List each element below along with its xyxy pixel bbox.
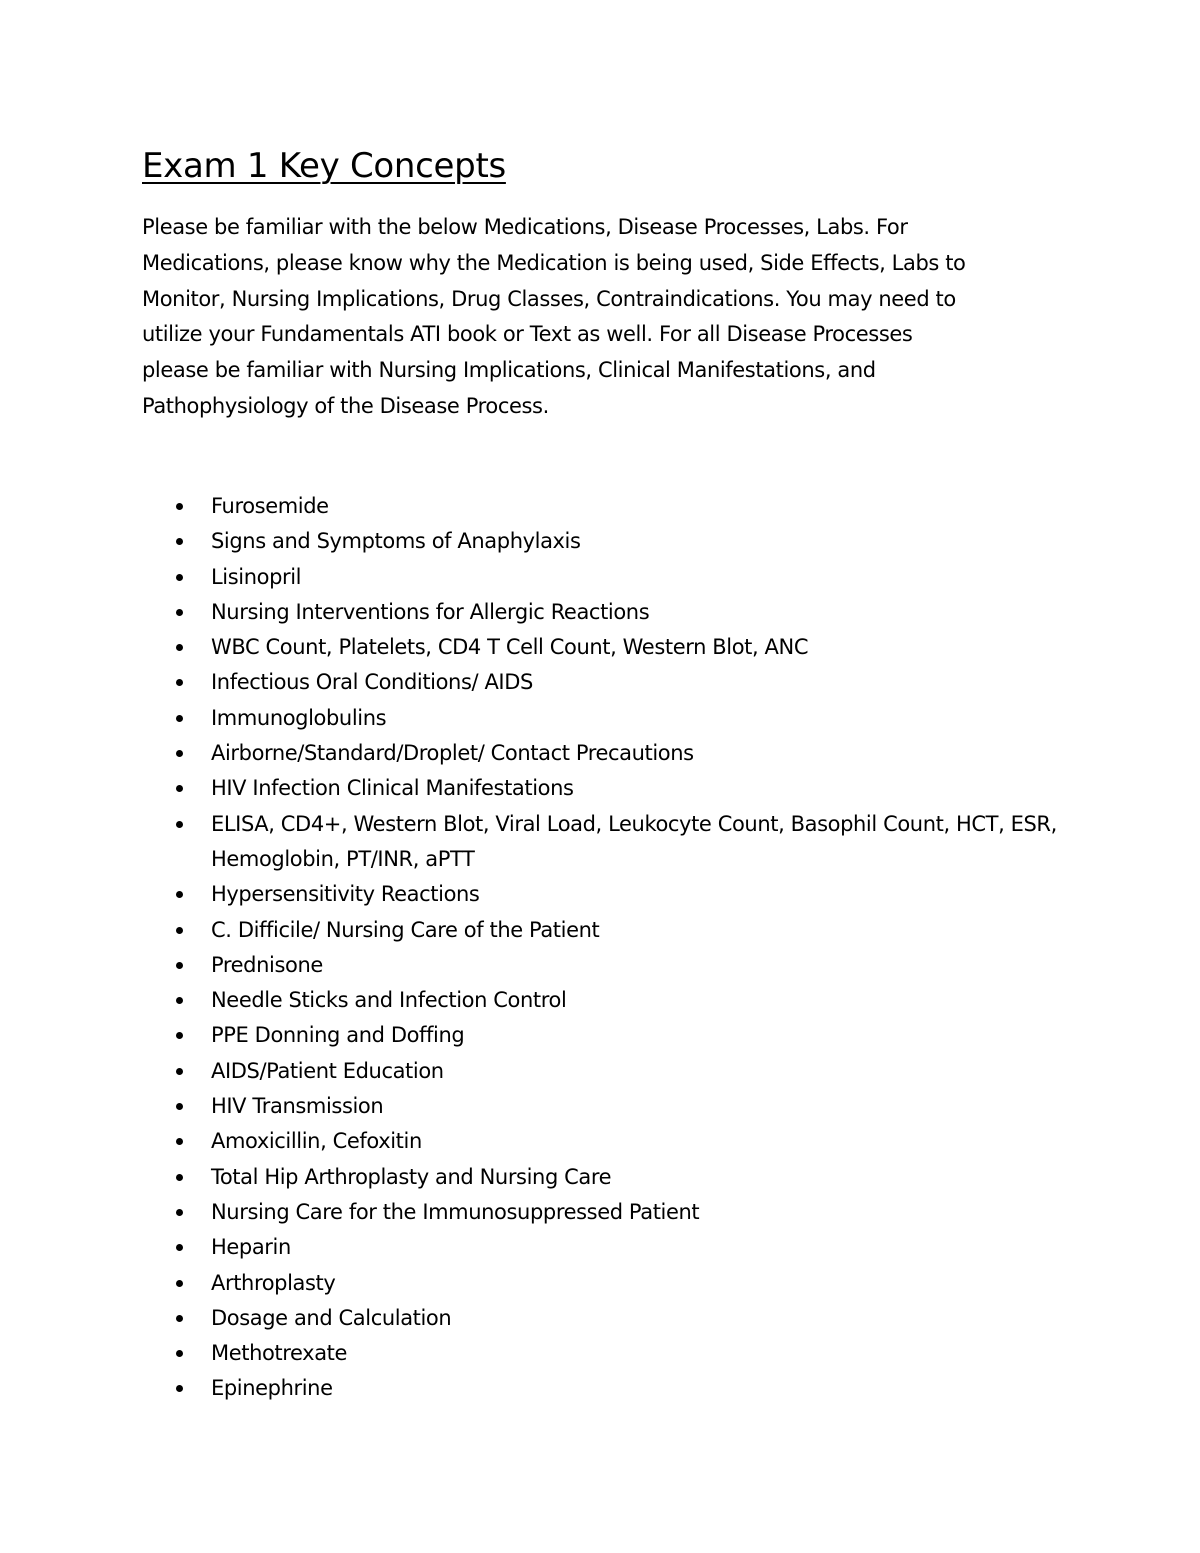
bullet-icon [176, 1068, 183, 1075]
list-item-text: Needle Sticks and Infection Control [211, 988, 567, 1013]
list-item-text: Prednisone [211, 952, 323, 977]
list-item [142, 1018, 1062, 1053]
list-item [142, 1230, 1062, 1265]
list-item [142, 1089, 1062, 1124]
bullet-icon [176, 1209, 183, 1216]
list-item-text: Heparin [211, 1235, 291, 1260]
intro-line: Monitor, Nursing Implications, Drug Classes, Contraindications. You may need to [142, 286, 956, 311]
bullet-icon [176, 1138, 183, 1145]
bullet-icon [176, 679, 183, 686]
list-item-text: PPE Donning and Doffing [211, 1023, 465, 1048]
bullet-icon [176, 1103, 183, 1110]
bullet-icon [176, 891, 183, 898]
bullet-icon [176, 1350, 183, 1357]
list-item [142, 1160, 1062, 1195]
list-item-text: C. Difficile/ Nursing Care of the Patient [211, 917, 600, 942]
list-item [142, 560, 1062, 595]
list-item [142, 1301, 1062, 1336]
list-item [142, 630, 1062, 665]
bullet-icon [176, 574, 183, 581]
bullet-icon [176, 1174, 183, 1181]
list-item [142, 771, 1062, 806]
bullet-icon [176, 503, 183, 510]
bullet-icon [176, 644, 183, 651]
list-item [142, 948, 1062, 983]
list-item [142, 1336, 1062, 1371]
bullet-icon [176, 538, 183, 545]
bullet-icon [176, 715, 183, 722]
bullet-icon [176, 785, 183, 792]
list-item [142, 489, 1062, 524]
list-item-text: Nursing Interventions for Allergic Reactions [211, 599, 650, 624]
bullet-icon [176, 962, 183, 969]
list-item-text: Hypersensitivity Reactions [211, 882, 480, 907]
bullet-icon [176, 750, 183, 757]
list-item [142, 701, 1062, 736]
list-item-text: AIDS/Patient Education [211, 1058, 444, 1083]
list-item-text: HIV Transmission [211, 1094, 384, 1119]
bullet-icon [176, 997, 183, 1004]
list-item [142, 736, 1062, 771]
list-item [142, 1195, 1062, 1230]
intro-line: Pathophysiology of the Disease Process. [142, 393, 549, 418]
list-item [142, 1054, 1062, 1089]
list-item [142, 1266, 1062, 1301]
bullet-icon [176, 1280, 183, 1287]
list-item [142, 807, 1062, 878]
list-item-text: Nursing Care for the Immunosuppressed Patient [211, 1199, 700, 1224]
intro-line: Please be familiar with the below Medications, Disease Processes, Labs. For [142, 215, 908, 239]
list-item-text: Dosage and Calculation [211, 1305, 452, 1330]
bullet-icon [176, 1244, 183, 1251]
list-item-text: Amoxicillin, Cefoxitin [211, 1129, 422, 1154]
bullet-icon [176, 1385, 183, 1392]
list-item-text: Epinephrine [211, 1376, 333, 1401]
topic-list [142, 489, 1062, 1407]
list-item-text: WBC Count, Platelets, CD4 T Cell Count, Western Blot, ANC [211, 635, 809, 660]
bullet-icon [176, 927, 183, 934]
bullet-icon [176, 821, 183, 828]
list-item-text: Airborne/Standard/Droplet/ Contact Precautions [211, 741, 694, 766]
page-title: Exam 1 Key Concepts [142, 146, 506, 186]
list-item [142, 595, 1062, 630]
list-item-text: ELISA, CD4+, Western Blot, Viral Load, Leukocyte Count, Basophil Count, HCT, ESR, Hemoglobin, PT/INR, aPTT [211, 811, 1057, 871]
list-item-text: Signs and Symptoms of Anaphylaxis [211, 529, 581, 554]
intro-paragraph [142, 210, 1062, 425]
intro-line: please be familiar with Nursing Implications, Clinical Manifestations, and [142, 358, 876, 383]
list-item-text: Total Hip Arthroplasty and Nursing Care [211, 1164, 612, 1189]
list-item [142, 983, 1062, 1018]
list-item [142, 1124, 1062, 1159]
list-item-text: Lisinopril [211, 564, 302, 589]
list-item-text: HIV Infection Clinical Manifestations [211, 776, 574, 801]
list-item [142, 913, 1062, 948]
list-item-text: Methotrexate [211, 1341, 348, 1366]
list-item [142, 1371, 1062, 1406]
list-item-text: Arthroplasty [211, 1270, 336, 1295]
list-item-text: Immunoglobulins [211, 705, 387, 730]
intro-line: Medications, please know why the Medication is being used, Side Effects, Labs to [142, 250, 966, 275]
list-item [142, 665, 1062, 700]
bullet-icon [176, 1032, 183, 1039]
list-item-text: Furosemide [211, 494, 329, 518]
intro-line: utilize your Fundamentals ATI book or Text as well. For all Disease Processes [142, 322, 913, 347]
bullet-icon [176, 1315, 183, 1322]
list-item [142, 877, 1062, 912]
bullet-icon [176, 609, 183, 616]
list-item [142, 524, 1062, 559]
list-item-text: Infectious Oral Conditions/ AIDS [211, 670, 533, 695]
